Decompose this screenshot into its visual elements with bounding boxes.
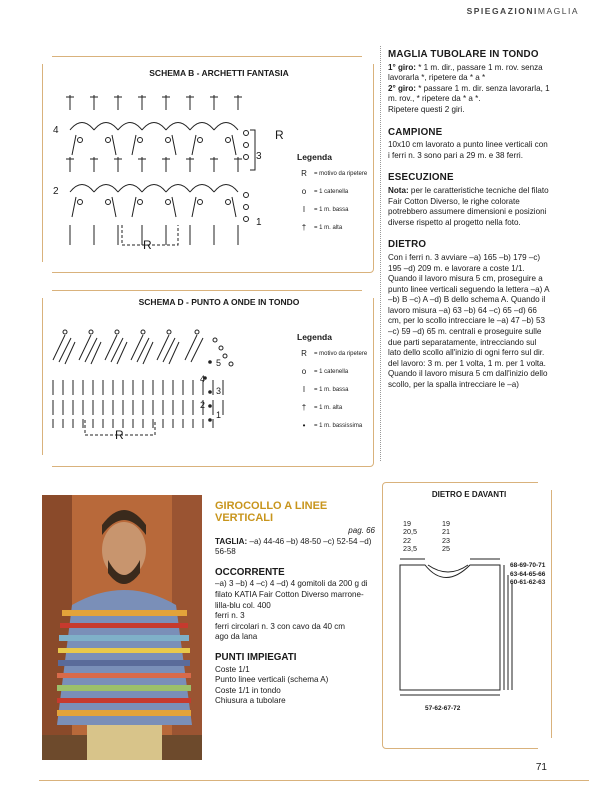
diagram-right-values: 19 21 23 25 xyxy=(442,519,450,554)
column-divider xyxy=(380,46,381,461)
instructions-column: MAGLIA TUBOLARE IN TONDO 1° giro: * 1 m. dir., passare 1 m. rov. senza lavorarla *, ripetere da * a * 2° giro: * passare 1 m. dir. senza lavorarla, 1 m. rov., * ripetere da * a *. Ripetere questi 2 giri. CAMPIONE 10x10 cm lavorato a punto linee verticali con i ferri n. 3 sono pari a 29 m. e 38 ferri. ESECUZIONE Nota: per le caratteristiche tecniche del filato Fair Cotton Diverso, le righe colorate potrebbero assumere dimensioni e posizioni diverse rispetto al progetto nella foto. DIETRO Con i ferri n. 3 avviare –a) 165 –b) 179 –c) 195 –d) 209 m. e lavorare a coste 1/1. Quando il lavoro misura 5 cm, proseguire a punto linee verticali seguendo la lettera –a) A –b) B –c) A –d) B dello schema A. Quando il lavoro misura –a) 63 –b) 64 –c) 65 –d) 66 cm, per lo scollo intrecciare le –a) 47 –b) 53 –c) 59 –d) 65 m. centrali e proseguire sulle due parti separatamente, intrecciando sul lato dello scollo all'inizio di ogni ferro sul dir. del lavoro: 3 m. per 1 volta, 1 m. per 1 volta. Quando il lavoro misura 5 cm dall'inizio dello scollo, per la spalla intrecciare le –a) xyxy=(388,49,550,390)
schema-b-row-2: 2 xyxy=(53,186,59,197)
campione-title: CAMPIONE xyxy=(388,126,443,138)
schema-b-repeat-label: R xyxy=(143,238,152,252)
schema-d-legend: Legenda R = motivo da ripetere o = 1 catenella I = 1 m. bassa † = 1 m. alta • = 1 m. bassissima xyxy=(297,332,368,430)
page-header: SPIEGAZIONIMAGLIA xyxy=(466,6,579,16)
schema-d-label-5: 5 xyxy=(216,358,222,368)
schema-d-repeat-label: R xyxy=(115,428,124,442)
model-photo xyxy=(42,495,202,760)
punti-title: PUNTI IMPIEGATI xyxy=(215,651,297,663)
diagram-title: DIETRO E DAVANTI xyxy=(410,490,528,499)
schema-d-label-3: 3 xyxy=(216,386,222,396)
page-number: 71 xyxy=(535,762,547,773)
diagram-left-values: 19 20,5 22 23,5 xyxy=(403,519,417,554)
pattern-title: GIROCOLLO A LINEE VERTICALI xyxy=(215,500,328,524)
occorrente-title: OCCORRENTE xyxy=(215,566,285,578)
tubolare-title: MAGLIA TUBOLARE IN TONDO xyxy=(388,49,539,60)
schema-d-label-1: 1 xyxy=(216,410,222,420)
schema-b-chart xyxy=(50,85,295,255)
schema-d-title: SCHEMA D - PUNTO A ONDE IN TONDO xyxy=(110,297,328,307)
esecuzione-title: ESECUZIONE xyxy=(388,172,454,184)
schema-b-label-r: R xyxy=(275,128,284,142)
page-ref: pag. 66 xyxy=(348,526,375,535)
pattern-info-column: GIROCOLLO A LINEE VERTICALI pag. 66 TAGLIA: –a) 44-46 –b) 48-50 –c) 52-54 –d) 56-58 OCCORRENTE –a) 3 –b) 4 –c) 4 –d) 4 gomitoli da 200 g di filato KATIA Fair Cotton Diverso marrone-lilla-blu col. 400 ferri n. 3 ferri circolari n. 3 con cavo da 40 cm ago da lana PUNTI IMPIEGATI Coste 1/1 Punto linee verticali (schema A) Coste 1/1 in tondo Chiusura a tubolare xyxy=(215,500,375,706)
diagram-bottom-label: 57-62-67-72 xyxy=(425,705,461,712)
schema-d-chart xyxy=(45,320,255,445)
schema-b-row-4: 4 xyxy=(53,125,59,136)
schema-d-label-2: 2 xyxy=(200,400,206,410)
footer-rule xyxy=(39,780,589,781)
diagram-side-labels: 68-69-70-71 63-64-65-66 60-61-62-63 xyxy=(510,562,546,586)
schema-d-label-4: 4 xyxy=(200,374,206,384)
schema-b-title: SCHEMA B - ARCHETTI FANTASIA xyxy=(130,68,308,78)
schema-b-legend: Legenda R = motivo da ripetere o = 1 catenella I = 1 m. bassa † = 1 m. alta xyxy=(297,152,368,232)
schema-b-label-3: 3 xyxy=(256,151,262,162)
schema-b-label-1: 1 xyxy=(256,217,262,228)
dietro-title: DIETRO xyxy=(388,239,427,251)
